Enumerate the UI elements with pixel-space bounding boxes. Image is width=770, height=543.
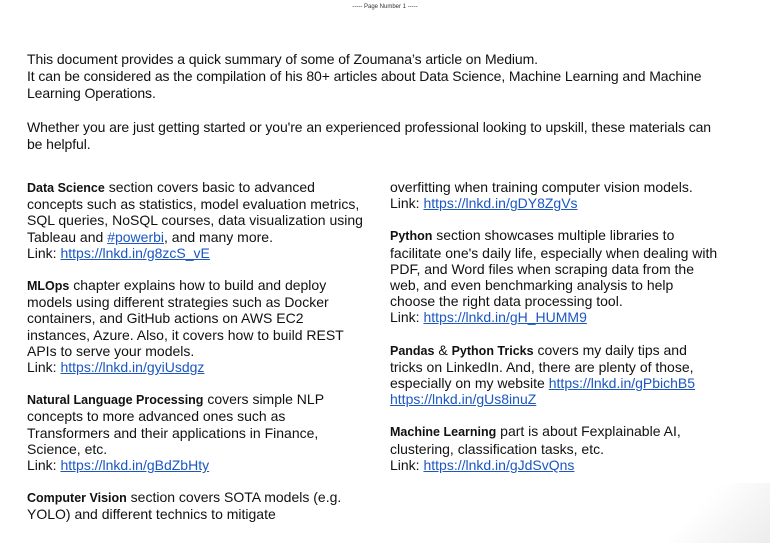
pandas-title: Pandas xyxy=(390,343,435,358)
nlp-link[interactable]: https://lnkd.in/gBdZbHty xyxy=(60,457,210,474)
ampersand: & xyxy=(434,341,452,358)
page-corner-shadow xyxy=(650,483,770,543)
python-link[interactable]: https://lnkd.in/gH_HUMM9 xyxy=(423,309,587,326)
intro-paragraph-2: Whether you are just getting started or you're an experienced professional looking to upskill, these materials can be helpful. xyxy=(27,119,711,152)
python-section xyxy=(390,227,720,325)
data-science-section xyxy=(27,179,367,261)
machine-learning-title: Machine Learning xyxy=(390,425,497,440)
mlops-title: MLOps xyxy=(27,279,70,294)
data-science-text: section covers basic to advanced concepts such as statistics, model evaluation metrics, SQL queries, NoSQL courses, data visualization using Tableau and xyxy=(27,179,363,245)
nlp-title: Natural Language Processing xyxy=(27,393,204,408)
left-column xyxy=(27,179,367,539)
pandas-link-2[interactable]: https://lnkd.in/gUs8inuZ xyxy=(390,391,537,408)
link-label: Link: xyxy=(390,195,424,212)
computer-vision-title: Computer Vision xyxy=(27,491,127,506)
mlops-link[interactable]: https://lnkd.in/gyiUsdgz xyxy=(60,359,205,376)
python-tricks-title: Python Tricks xyxy=(451,343,534,358)
mlops-section xyxy=(27,277,367,375)
mlops-text: chapter explains how to build and deploy models using different strategies such as Docker containers, and GitHub actions on AWS EC2 instances, Azure. Also, it covers how to build REST APIs to serve your models. xyxy=(27,277,344,359)
data-science-text-end: , and many more. xyxy=(164,228,273,245)
machine-learning-section xyxy=(390,423,720,473)
link-label: Link: xyxy=(390,456,424,473)
intro xyxy=(27,51,711,153)
intro-line-2: It can be considered as the compilation of his 80+ articles about Data Science, Machine Learning and Machine Learning Operations. xyxy=(27,68,702,101)
computer-vision-continued xyxy=(390,179,720,211)
python-title: Python xyxy=(390,229,433,244)
machine-learning-text: part is about Fexplainable AI, clustering, classification tasks, etc. xyxy=(390,423,681,457)
pandas-section xyxy=(390,342,720,408)
powerbi-hashtag-link[interactable]: #powerbi xyxy=(107,228,165,245)
right-column xyxy=(390,179,720,489)
intro-paragraph-1 xyxy=(27,51,711,102)
intro-line-1: This document provides a quick summary of some of Zoumana’s article on Medium. xyxy=(27,51,538,67)
nlp-text: covers simple NLP concepts to more advanced ones such as Transformers and their applications in Finance, Science, etc. xyxy=(27,391,324,457)
computer-vision-text: section covers SOTA models (e.g. YOLO) and different technics to mitigate xyxy=(27,489,342,523)
computer-vision-link[interactable]: https://lnkd.in/gDY8ZgVs xyxy=(423,195,578,212)
computer-vision-section xyxy=(27,489,367,522)
page-number-header: ----- Page Number 1 ----- xyxy=(352,4,418,10)
link-label: Link: xyxy=(390,309,424,326)
pandas-link-1[interactable]: https://lnkd.in/gPbichB5 xyxy=(548,375,696,392)
data-science-link[interactable]: https://lnkd.in/g8zcS_vE xyxy=(60,244,210,261)
link-label: Link: xyxy=(27,359,61,376)
link-label: Link: xyxy=(27,244,61,261)
computer-vision-text-continued: overfitting when training computer vision models. xyxy=(390,179,693,195)
machine-learning-link[interactable]: https://lnkd.in/gJdSvQns xyxy=(423,456,575,473)
link-label: Link: xyxy=(27,457,61,474)
nlp-section xyxy=(27,391,367,473)
python-text: section showcases multiple libraries to facilitate one's daily life, especially when dealing with PDF, and Word files when scraping data from the web, and even benchmarking analysis to help choose the right data processing tool. xyxy=(390,227,718,310)
data-science-title: Data Science xyxy=(27,181,105,195)
pandas-text: covers my daily tips and tricks on LinkedIn. And, there are plenty of those, especially on my website xyxy=(390,341,694,392)
